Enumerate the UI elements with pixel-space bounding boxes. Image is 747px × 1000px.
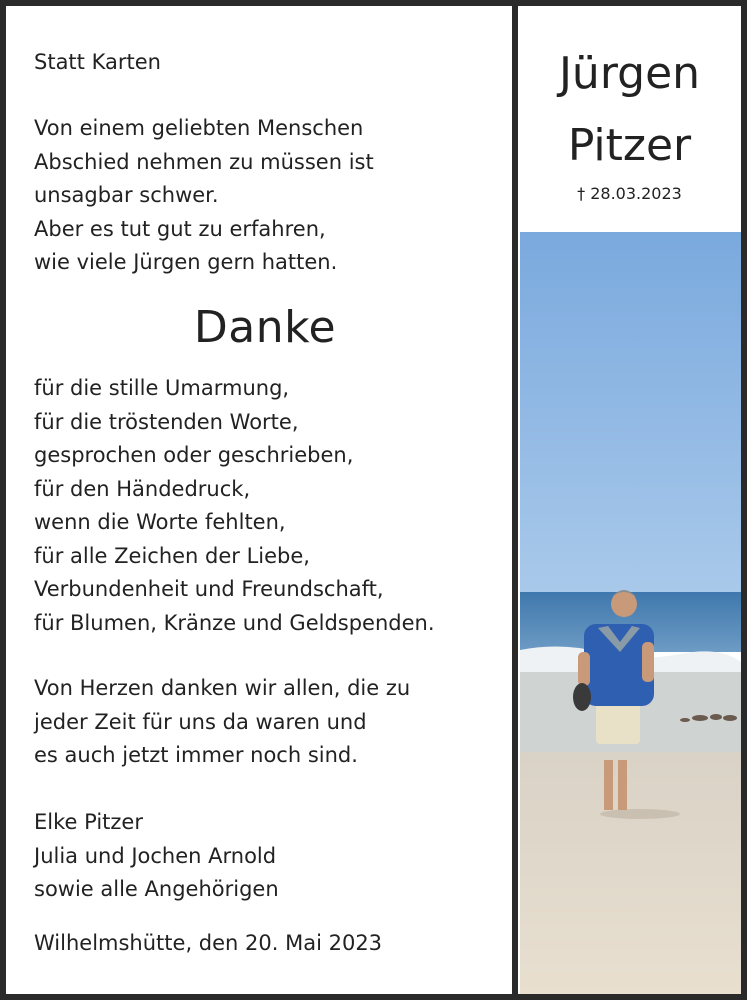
intro-line: Statt Karten (34, 50, 161, 74)
text-line: wenn die Worte fehlten, (34, 510, 286, 534)
text-line: Aber es tut gut zu erfahren, (34, 216, 326, 241)
opening-paragraph (34, 112, 374, 280)
signature-line: Julia und Jochen Arnold (34, 843, 277, 868)
first-name: Jürgen (558, 48, 701, 99)
sky (520, 232, 741, 594)
text-line: für die stille Umarmung, (34, 376, 290, 400)
text-line: für Blumen, Kränze und Geldspenden. (34, 610, 435, 635)
text-line: für den Händedruck, (34, 476, 251, 501)
text-line: für alle Zeichen der Liebe, (34, 543, 310, 568)
text-line: unsagbar schwer. (34, 183, 219, 207)
last-name: Pitzer (567, 120, 692, 171)
signature-line: Elke Pitzer (34, 810, 143, 834)
signature-line: sowie alle Angehörigen (34, 877, 279, 901)
signatures (34, 806, 279, 907)
death-date: † 28.03.2023 (577, 184, 682, 203)
text-line: wie viele Jürgen gern hatten. (34, 250, 338, 274)
text-line: Abschied nehmen zu müssen ist (34, 149, 374, 174)
closing-paragraph (34, 672, 410, 773)
thanks-list (34, 372, 435, 640)
beach-photo-illustration (520, 232, 741, 994)
name-panel (518, 6, 741, 232)
text-line: es auch jetzt immer noch sind. (34, 743, 358, 767)
danke-heading: Danke (193, 302, 337, 353)
text-line: Verbundenheit und Freundschaft, (34, 577, 384, 601)
memorial-photo (520, 232, 741, 994)
text-line: gesprochen oder geschrieben, (34, 443, 354, 467)
text-line: Von einem geliebten Menschen (34, 116, 364, 140)
text-line: für die tröstenden Worte, (34, 409, 299, 434)
sand (520, 752, 741, 994)
text-line: jeder Zeit für uns da waren und (34, 709, 367, 734)
text-line: Von Herzen danken wir allen, die zu (34, 676, 411, 700)
place-date: Wilhelmshütte, den 20. Mai 2023 (34, 931, 383, 955)
